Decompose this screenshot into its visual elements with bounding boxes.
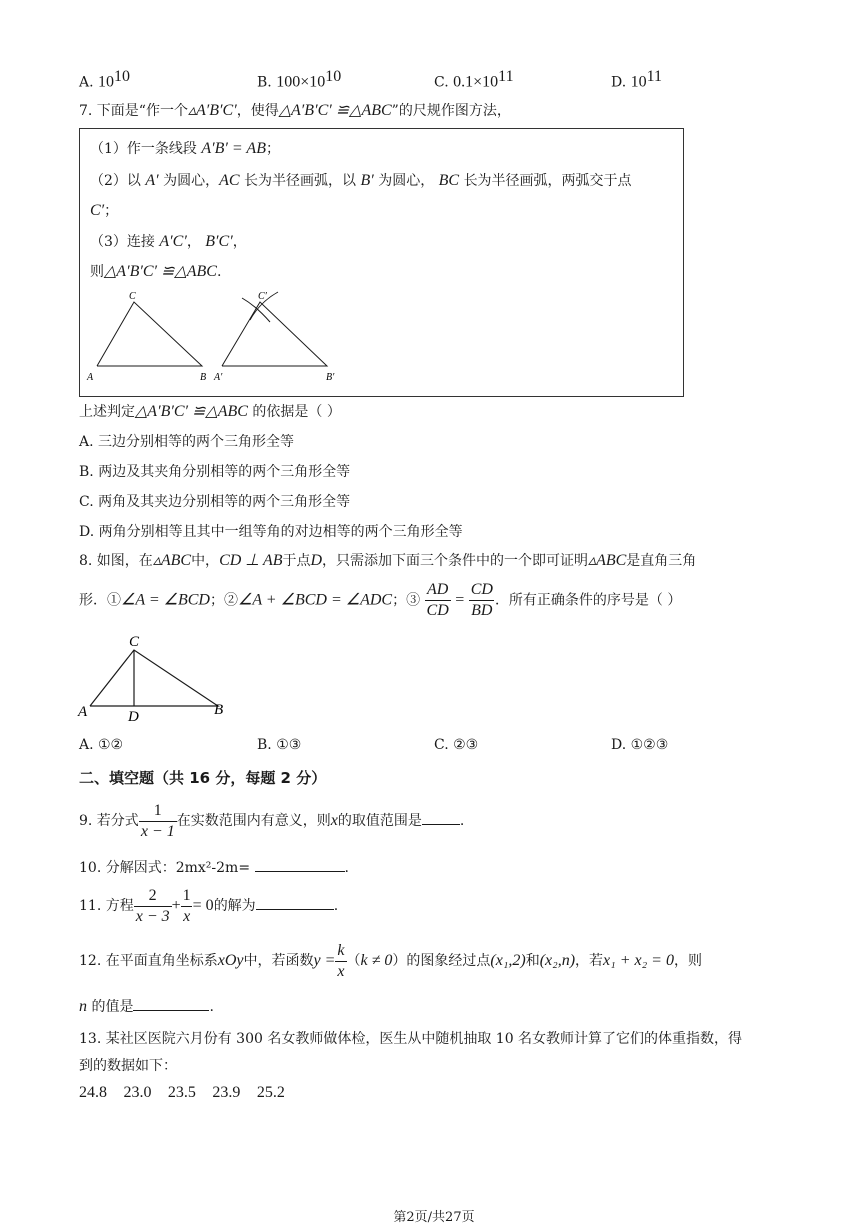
section-2-title: 二、填空题（共 16 分，每题 2 分）	[79, 769, 327, 787]
q7-option-d: D. 两角分别相等且其中一组等角的对边相等的两个三角形全等	[79, 524, 463, 540]
q8-figure	[76, 632, 236, 724]
label-b: B	[214, 702, 224, 718]
label-c1: C′	[258, 291, 267, 302]
q13-data	[79, 1084, 285, 1102]
q7-step2-cont: C′；	[90, 202, 119, 219]
q13-line1: 13. 某社区医院六月份有 300 名女教师做体检，医生从中随机抽取 10 名女教师计算了它们的体重指数，得	[79, 1031, 743, 1047]
q6-option-c: C. $0.1\times 10^{11}$	[434, 68, 514, 91]
label-b1: B′	[326, 372, 335, 383]
q7-option-a: A. 三边分别相等的两个三角形全等	[79, 434, 295, 450]
q12-fraction: $\frac{k}{x}$	[337, 941, 345, 980]
q12-line2: n 的值是 .	[79, 998, 214, 1015]
label-d: D	[128, 709, 139, 724]
q11: 11. 方程 $\frac{2}{x - 3}$ + $\frac{1}{x}$ = 0的解为 .	[79, 886, 339, 925]
q6-option-d: D. $10^{11}$	[611, 68, 663, 91]
page-number: 第2页/共27页	[393, 1210, 475, 1225]
q7-stem: 7. 下面是“作一个▵A′B′C′，使得△A′B′C′ ≌△ABC”的尺规作图方法，	[79, 102, 511, 119]
q11-fraction-2: $\frac{1}{x}$	[182, 886, 191, 925]
q7-question: 上述判定△A′B′C′ ≌△ABC 的依据是（ ）	[79, 403, 341, 420]
q12-line1: 12. 在平面直角坐标系xOy中，若函数y = $\frac{k}{x}$ （k ≠ 0）的图象经过点(x₁,2)和(x₂,n)，若x₁ + x₂ = 0，则	[79, 941, 702, 980]
q8-option-c: C. ②③	[434, 737, 479, 753]
label-c: C	[129, 634, 140, 650]
q8-fraction-2: $\frac{CD}{BD}$	[470, 581, 493, 619]
q13-line2: 到的数据如下：	[79, 1058, 177, 1074]
q9: 9. 若分式 $\frac{1}{x - 1}$ 在实数范围内有意义，则x的取值范围是 .	[79, 801, 465, 840]
label-a: A	[78, 704, 88, 720]
q13-value: 23.0	[123, 1084, 152, 1101]
q10-answer-blank[interactable]	[255, 871, 345, 872]
q7-conclusion: 则△A′B′C′ ≌△ABC.	[90, 263, 222, 280]
q8-line1: 8. 如图，在▵ABC中，CD ⊥ AB于点D，只需添加下面三个条件中的一个即可证明▵ABC是直角三角	[79, 552, 697, 569]
q12-answer-blank[interactable]	[133, 1010, 209, 1011]
label-a1: A′	[214, 372, 223, 383]
q9-answer-blank[interactable]	[422, 824, 460, 825]
q7-step1: （1）作一条线段 A′B′ = AB；	[90, 140, 280, 157]
q8-line2: 形．①∠A = ∠BCD；②∠A + ∠BCD = ∠ADC；③ $\frac{AD}{CD}$ = $\frac{CD}{BD}$ ．所有正确条件的序号是（ ）	[79, 581, 682, 619]
q9-fraction: $\frac{1}{x - 1}$	[140, 801, 175, 840]
q8-option-b: B. ①③	[257, 737, 302, 753]
q13-value: 24.8	[79, 1084, 107, 1101]
q7-triangle-a1b1c1	[213, 291, 335, 383]
label-a: A	[87, 372, 94, 383]
q7-option-b: B. 两边及其夹角分别相等的两个三角形全等	[79, 464, 351, 480]
q8-option-a: A. ①②	[79, 737, 124, 753]
label-c: C	[129, 291, 136, 302]
q7-figures	[84, 288, 344, 384]
q8-triangle	[90, 650, 218, 706]
q11-fraction-1: $\frac{2}{x - 3}$	[135, 886, 170, 925]
q11-answer-blank[interactable]	[256, 909, 334, 910]
q13-value: 23.5	[167, 1084, 196, 1101]
q10: 10. 分解因式：2mx²-2m= .	[79, 860, 349, 876]
q13-value: 23.9	[212, 1084, 241, 1101]
q7-step3: （3）连接 A′C′， B′C′，	[90, 233, 247, 250]
q7-option-c: C. 两角及其夹边分别相等的两个三角形全等	[79, 494, 351, 510]
q6-option-a: A. $10^{10}$	[79, 68, 131, 91]
q6-option-b: B. $100\times 10^{10}$	[257, 68, 342, 91]
q8-option-d: D. ①②③	[611, 737, 669, 753]
q7-triangle-abc	[86, 291, 206, 383]
q8-fraction-1: $\frac{AD}{CD}$	[426, 581, 449, 619]
q13-value: 25.2	[256, 1084, 285, 1101]
q7-step2: （2）以 A′ 为圆心，AC 长为半径画弧，以 B′ 为圆心， BC 长为半径画弧，两弧交于点	[90, 172, 632, 189]
label-b: B	[200, 372, 207, 383]
